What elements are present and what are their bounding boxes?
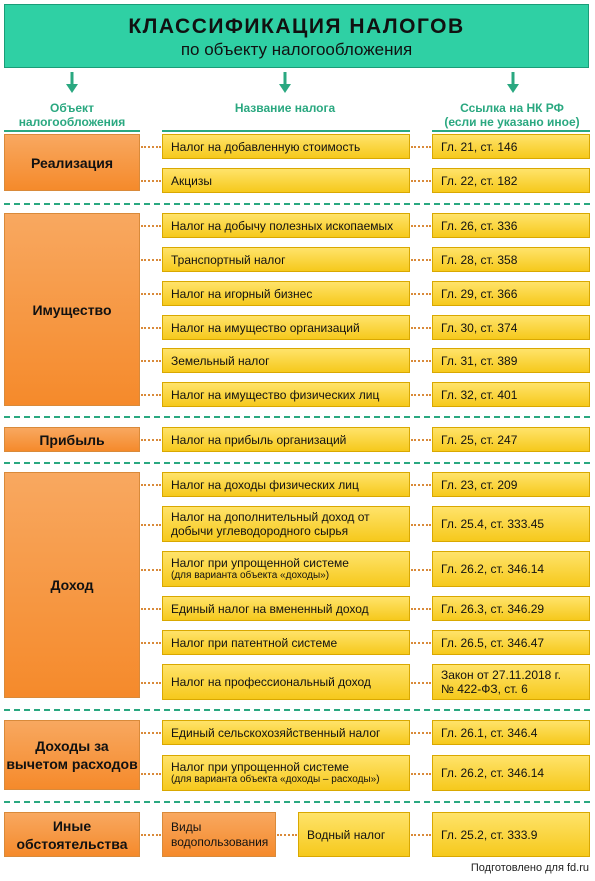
ref-transport: Гл. 28, ст. 358 (432, 247, 590, 272)
tax-transport: Транспортный налог (162, 247, 410, 272)
connector (411, 360, 431, 362)
category-income: Доход (4, 472, 140, 698)
ref-professional-line2: № 422-ФЗ, ст. 6 (441, 682, 528, 696)
section-divider (4, 416, 590, 418)
connector (411, 682, 431, 684)
column-underline (4, 130, 140, 132)
ref-land: Гл. 31, ст. 389 (432, 348, 590, 373)
tax-hydrocarbon-line2: добычи углеводородного сырья (171, 524, 349, 538)
connector (141, 439, 161, 441)
ref-water: Гл. 25.2, ст. 333.9 (432, 812, 590, 857)
connector (411, 180, 431, 182)
ref-personal-property: Гл. 32, ст. 401 (432, 382, 590, 407)
connector (411, 732, 431, 734)
connector (141, 682, 161, 684)
tax-vat: Налог на добавленную стоимость (162, 134, 410, 159)
ref-ndfl: Гл. 23, ст. 209 (432, 472, 590, 497)
connector (411, 293, 431, 295)
connector (411, 327, 431, 329)
title-banner (4, 4, 589, 68)
column-underline (162, 130, 410, 132)
connector (411, 608, 431, 610)
water-use-box: Виды водопользования (162, 812, 276, 857)
tax-hydrocarbon (162, 506, 410, 542)
connector (411, 524, 431, 526)
connector (141, 327, 161, 329)
title-main: КЛАССИФИКАЦИЯ НАЛОГОВ (128, 15, 465, 38)
tax-eshn: Единый сельскохозяйственный налог (162, 720, 410, 745)
down-arrow-icon (279, 72, 291, 94)
tax-org-property: Налог на имущество организаций (162, 315, 410, 340)
tax-usn-diff-line2: (для варианта объекта «доходы – расходы») (171, 774, 380, 785)
connector (411, 642, 431, 644)
column-header-ref (420, 101, 595, 129)
tax-org-profit: Налог на прибыль организаций (162, 427, 410, 452)
ref-professional (432, 664, 590, 700)
tax-usn-diff (162, 755, 410, 791)
category-other: Иные обстоятельства (4, 812, 140, 857)
ref-vat: Гл. 21, ст. 146 (432, 134, 590, 159)
tax-mining: Налог на добычу полезных ископаемых (162, 213, 410, 238)
section-divider (4, 462, 590, 464)
footer-credit: Подготовлено для fd.ru (470, 862, 589, 874)
tax-professional: Налог на профессиональный доход (162, 664, 410, 700)
category-property: Имущество (4, 213, 140, 406)
ref-hydrocarbon: Гл. 25.4, ст. 333.45 (432, 506, 590, 542)
column-header-ref-line2: (если не указано иное) (444, 115, 580, 129)
connector (411, 146, 431, 148)
connector (141, 146, 161, 148)
ref-usn-income: Гл. 26.2, ст. 346.14 (432, 551, 590, 587)
column-underline (432, 130, 590, 132)
ref-patent: Гл. 26.5, ст. 346.47 (432, 630, 590, 655)
connector (141, 394, 161, 396)
connector (411, 773, 431, 775)
connector (411, 394, 431, 396)
connector (411, 439, 431, 441)
connector (411, 569, 431, 571)
connector (411, 484, 431, 486)
down-arrow-icon (507, 72, 519, 94)
connector (141, 732, 161, 734)
column-header-object: Объект налогообложения (18, 101, 126, 129)
connector (411, 834, 431, 836)
connector (411, 259, 431, 261)
category-profit: Прибыль (4, 427, 140, 452)
ref-gambling: Гл. 29, ст. 366 (432, 281, 590, 306)
tax-gambling: Налог на игорный бизнес (162, 281, 410, 306)
column-header-name: Название налога (234, 101, 336, 115)
ref-eshn: Гл. 26.1, ст. 346.4 (432, 720, 590, 745)
tax-usn-income-line1: Налог при упрощенной системе (171, 556, 349, 570)
tax-personal-property: Налог на имущество физических лиц (162, 382, 410, 407)
tax-envd: Единый налог на вмененный доход (162, 596, 410, 621)
tax-land: Земельный налог (162, 348, 410, 373)
section-divider (4, 203, 590, 205)
tax-usn-income-line2: (для варианта объекта «доходы») (171, 570, 330, 581)
connector (141, 569, 161, 571)
down-arrow-icon (66, 72, 78, 94)
title-sub: по объекту налогообложения (180, 40, 413, 59)
tax-ndfl: Налог на доходы физических лиц (162, 472, 410, 497)
ref-usn-diff: Гл. 26.2, ст. 346.14 (432, 755, 590, 791)
section-divider (4, 709, 590, 711)
connector (141, 484, 161, 486)
column-header-ref-line1: Ссылка на НК РФ (460, 101, 564, 115)
connector (141, 360, 161, 362)
connector (141, 524, 161, 526)
category-realization: Реализация (4, 134, 140, 191)
ref-mining: Гл. 26, ст. 336 (432, 213, 590, 238)
connector (141, 293, 161, 295)
tax-water: Водный налог (298, 812, 410, 857)
connector (141, 608, 161, 610)
connector (277, 834, 297, 836)
connector (141, 180, 161, 182)
tax-excise: Акцизы (162, 168, 410, 193)
category-income-minus-expenses: Доходы за вычетом расходов (4, 720, 140, 790)
connector (141, 642, 161, 644)
connector (141, 225, 161, 227)
ref-org-profit: Гл. 25, ст. 247 (432, 427, 590, 452)
connector (411, 225, 431, 227)
tax-usn-diff-line1: Налог при упрощенной системе (171, 760, 349, 774)
section-divider (4, 801, 590, 803)
connector (141, 834, 161, 836)
tax-usn-income (162, 551, 410, 587)
connector (141, 773, 161, 775)
ref-excise: Гл. 22, ст. 182 (432, 168, 590, 193)
ref-professional-line1: Закон от 27.11.2018 г. (441, 668, 561, 682)
tax-patent: Налог при патентной системе (162, 630, 410, 655)
ref-org-property: Гл. 30, ст. 374 (432, 315, 590, 340)
tax-hydrocarbon-line1: Налог на дополнительный доход от (171, 510, 370, 524)
connector (141, 259, 161, 261)
ref-envd: Гл. 26.3, ст. 346.29 (432, 596, 590, 621)
